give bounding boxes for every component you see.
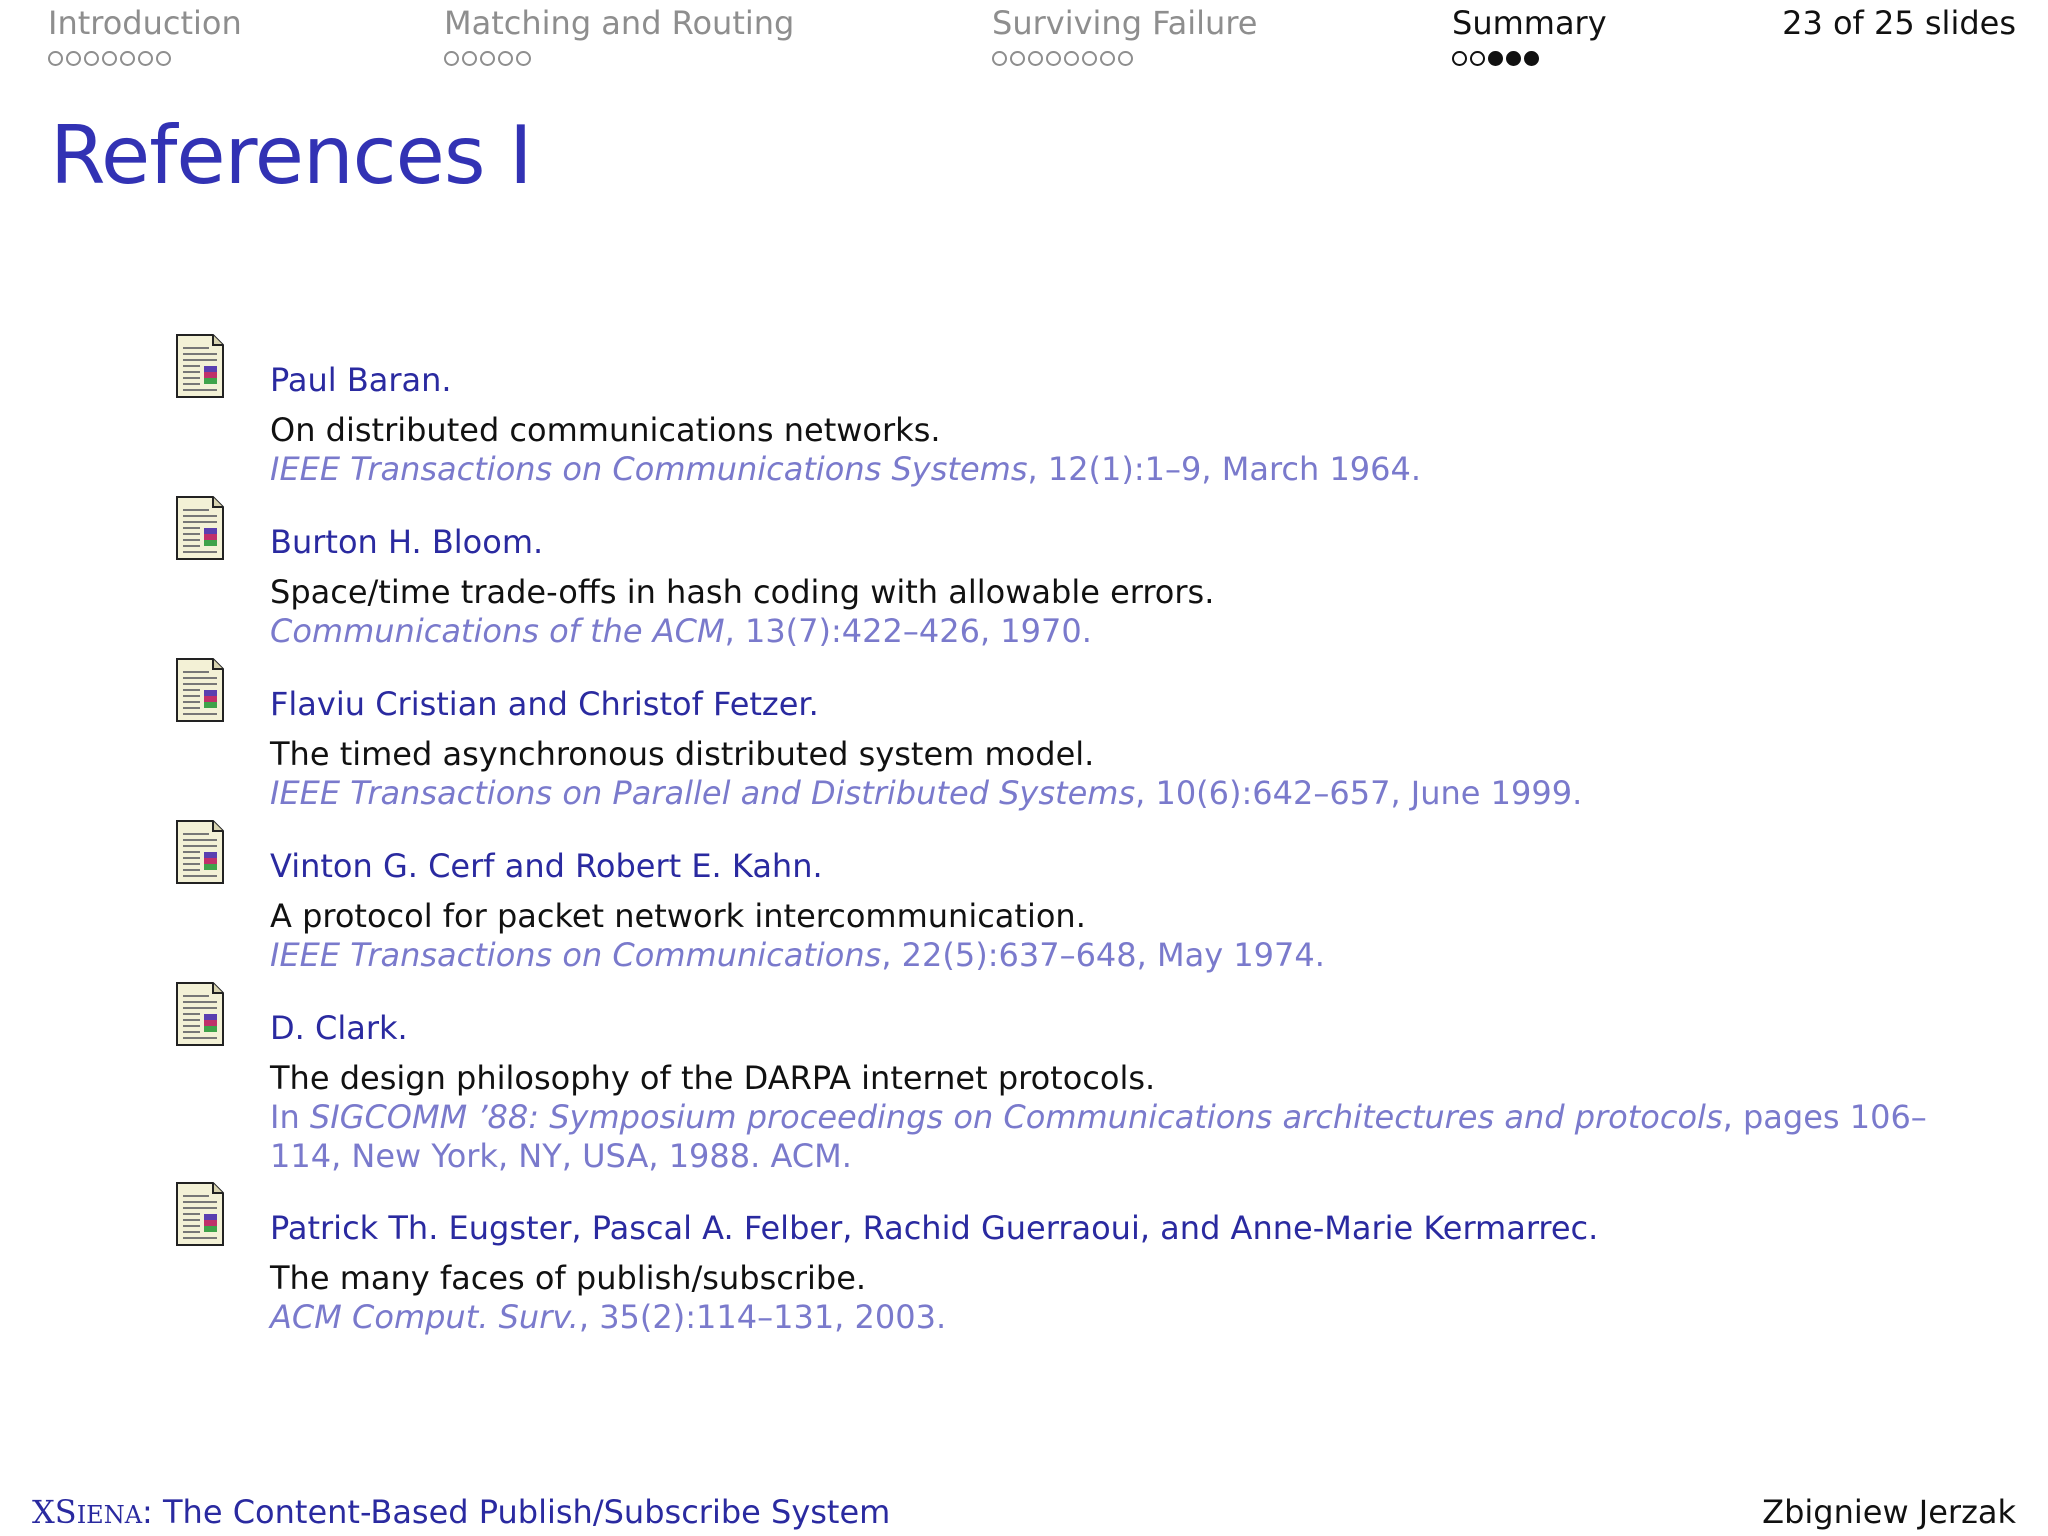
reference-title: Space/time trade-offs in hash coding with allowable errors. [270, 573, 1215, 611]
nav-section-title[interactable]: Summary [1452, 4, 1607, 42]
nav-slide-dot[interactable] [48, 51, 63, 66]
reference-entry [176, 1182, 1976, 1344]
nav-slide-dots [992, 47, 1257, 69]
footer [0, 1484, 2048, 1536]
nav-slide-dot[interactable] [516, 51, 531, 66]
nav-section-surviving-failure[interactable] [992, 4, 1257, 69]
nav-slide-dots [48, 47, 242, 69]
footer-title [32, 1492, 890, 1535]
reference-venue: IEEE Transactions on Communications Systems, 12(1):1–9, March 1964. [270, 450, 1422, 488]
reference-text [270, 1208, 1990, 1337]
article-icon [176, 334, 224, 398]
nav-slide-dots [444, 47, 794, 69]
article-icon [176, 1182, 224, 1246]
navigation-bar [0, 0, 2048, 80]
reference-authors: Vinton G. Cerf and Robert E. Kahn. [270, 847, 823, 885]
reference-list [176, 334, 1976, 1344]
slide-title: References I [50, 109, 532, 202]
nav-slide-dot[interactable] [120, 51, 135, 66]
nav-slide-dot[interactable] [1506, 51, 1521, 66]
reference-title: The many faces of publish/subscribe. [270, 1259, 867, 1297]
nav-slide-dot[interactable] [1524, 51, 1539, 66]
reference-text [270, 522, 1990, 651]
nav-slide-dot[interactable] [1028, 51, 1043, 66]
nav-section-title[interactable]: Introduction [48, 4, 242, 42]
nav-section-matching-routing[interactable] [444, 4, 794, 69]
nav-slide-dot[interactable] [156, 51, 171, 66]
reference-authors: Flaviu Cristian and Christof Fetzer. [270, 685, 819, 723]
reference-venue: In SIGCOMM ’88: Symposium proceedings on Communications architectures and protocols, pages 106–114, New York, NY, USA, 1988. ACM. [270, 1098, 1927, 1175]
nav-slide-dot[interactable] [1118, 51, 1133, 66]
nav-slide-dot[interactable] [102, 51, 117, 66]
reference-venue: ACM Comput. Surv., 35(2):114–131, 2003. [270, 1298, 947, 1336]
reference-venue: IEEE Transactions on Communications, 22(5):637–648, May 1974. [270, 936, 1325, 974]
nav-slide-dot[interactable] [66, 51, 81, 66]
nav-slide-dot[interactable] [1100, 51, 1115, 66]
nav-slide-dot[interactable] [1488, 51, 1503, 66]
nav-slide-dot[interactable] [138, 51, 153, 66]
reference-entry [176, 658, 1976, 820]
nav-slide-dot[interactable] [84, 51, 99, 66]
article-icon [176, 658, 224, 722]
reference-entry [176, 334, 1976, 496]
reference-authors: Patrick Th. Eugster, Pascal A. Felber, Rachid Guerraoui, and Anne-Marie Kermarrec. [270, 1209, 1599, 1247]
reference-text [270, 360, 1990, 489]
reference-title: On distributed communications networks. [270, 411, 941, 449]
nav-slide-dot[interactable] [1046, 51, 1061, 66]
nav-slide-dot[interactable] [992, 51, 1007, 66]
footer-subtitle: : The Content-Based Publish/Subscribe System [142, 1493, 891, 1531]
reference-text [270, 684, 1990, 813]
reference-text [270, 1008, 1990, 1176]
nav-slide-dot[interactable] [1470, 51, 1485, 66]
reference-title: The timed asynchronous distributed system model. [270, 735, 1095, 773]
nav-section-title[interactable]: Surviving Failure [992, 4, 1258, 42]
reference-authors: Burton H. Bloom. [270, 523, 544, 561]
reference-text [270, 846, 1990, 975]
reference-authors: D. Clark. [270, 1009, 408, 1047]
slide-counter: 23 of 25 slides [1782, 4, 2016, 42]
reference-entry [176, 982, 1976, 1182]
footer-author: Zbigniew Jerzak [1762, 1493, 2016, 1531]
nav-slide-dot[interactable] [498, 51, 513, 66]
nav-slide-dot[interactable] [1452, 51, 1467, 66]
reference-entry [176, 496, 1976, 658]
nav-section-title[interactable]: Matching and Routing [444, 4, 795, 42]
reference-venue: Communications of the ACM, 13(7):422–426, 1970. [270, 612, 1092, 650]
nav-slide-dot[interactable] [1010, 51, 1025, 66]
nav-slide-dot[interactable] [462, 51, 477, 66]
nav-slide-dot[interactable] [1064, 51, 1079, 66]
nav-slide-dot[interactable] [444, 51, 459, 66]
nav-section-introduction[interactable] [48, 4, 242, 69]
reference-title: The design philosophy of the DARPA internet protocols. [270, 1059, 1156, 1097]
reference-authors: Paul Baran. [270, 361, 452, 399]
reference-venue: IEEE Transactions on Parallel and Distributed Systems, 10(6):642–657, June 1999. [270, 774, 1583, 812]
nav-slide-dot[interactable] [1082, 51, 1097, 66]
article-icon [176, 820, 224, 884]
article-icon [176, 496, 224, 560]
system-name: XSIENA [32, 1493, 143, 1531]
nav-slide-dot[interactable] [480, 51, 495, 66]
nav-section-summary[interactable] [1452, 4, 1607, 69]
nav-slide-dots [1452, 47, 1607, 69]
article-icon [176, 982, 224, 1046]
reference-title: A protocol for packet network intercommunication. [270, 897, 1086, 935]
reference-entry [176, 820, 1976, 982]
